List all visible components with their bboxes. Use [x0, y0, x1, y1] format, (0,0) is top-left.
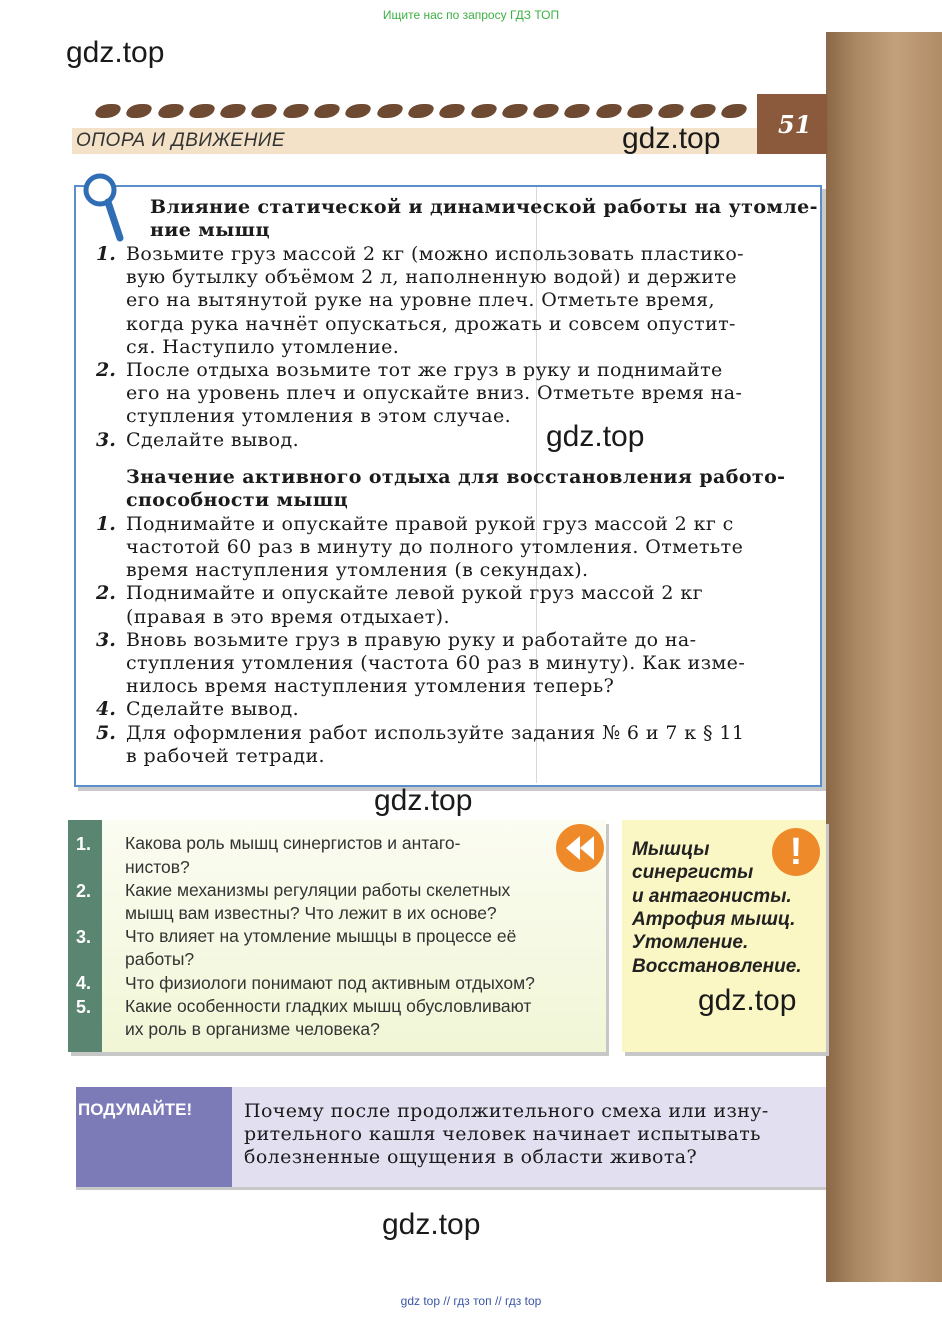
link-separator: //: [443, 1294, 451, 1308]
lab-text-line: После отдыха возьмите тот же груз в руку и поднимайте: [126, 359, 723, 381]
question-line: Какие механизмы регуляции работы скелетных: [125, 880, 511, 900]
item-number: 4.: [96, 698, 116, 720]
animal-icon: [375, 104, 404, 118]
keyword-line: Атрофия мышц.: [632, 909, 796, 930]
lab-text-line: вую бутылку объёмом 2 л, наполненную водой) и держите: [126, 266, 737, 288]
keyword-line: Утомление.: [632, 932, 749, 953]
keyword-line: синергисты: [632, 862, 754, 883]
think-line: рительного кашля человек начинает испытывать: [244, 1123, 761, 1145]
item-number: 1.: [96, 243, 116, 265]
watermark: gdz.top: [66, 36, 165, 69]
lab-text-line: (правая в это время отдыхает).: [126, 606, 450, 628]
link-separator: //: [494, 1294, 502, 1308]
question-line: Что влияет на утомление мышцы в процессе её: [125, 926, 517, 946]
question-number: 5.: [76, 997, 92, 1017]
question-number: 1.: [76, 834, 92, 854]
lab-text-line: ступления утомления (частота 60 раз в минуту). Как изме-: [126, 652, 746, 674]
section-title: ОПОРА И ДВИЖЕНИЕ: [76, 130, 286, 151]
lab-text-line: в рабочей тетради.: [126, 745, 325, 767]
rewind-icon: [556, 824, 604, 872]
lab-text-line: Сделайте вывод.: [126, 698, 300, 720]
animal-icon: [719, 104, 748, 118]
watermark: gdz.top: [382, 1208, 481, 1241]
animal-icon: [250, 104, 279, 118]
exclamation-icon: !: [772, 828, 820, 876]
animal-icon: [657, 104, 686, 118]
lab-text-line: время наступления утомления (в секундах).: [126, 559, 589, 581]
animal-icon: [187, 104, 216, 118]
lab-text-line: частотой 60 раз в минуту до полного утомления. Отметьте: [126, 536, 744, 558]
animal-icon: [625, 104, 654, 118]
animal-icon: [500, 104, 529, 118]
think-line: болезненные ощущения в области живота?: [244, 1146, 698, 1168]
question-line: их роль в организме человека?: [125, 1019, 380, 1039]
animal-icon: [532, 104, 561, 118]
animal-icon: [219, 104, 248, 118]
lab-text-line: Поднимайте и опускайте левой рукой груз массой 2 кг: [126, 582, 703, 604]
lab-text-line: Для оформления работ используйте задания № 6 и 7 к § 11: [126, 722, 745, 744]
lab-text-line: ся. Наступило утомление.: [126, 336, 400, 358]
animal-icon: [281, 104, 310, 118]
lab-text-line: Поднимайте и опускайте правой рукой груз массой 2 кг с: [126, 513, 734, 535]
animal-icon: [469, 104, 498, 118]
watermark: gdz.top: [622, 122, 721, 155]
bottom-link[interactable]: gdz top: [400, 1294, 441, 1308]
question-number: 2.: [76, 881, 92, 901]
lab-text-line: его на уровень плеч и опускайте вниз. Отметьте время на-: [126, 382, 743, 404]
question-line: работы?: [125, 949, 195, 969]
question-line: нистов?: [125, 857, 190, 877]
animal-icon: [406, 104, 435, 118]
lab-text-line: Вновь возьмите груз в правую руку и работайте до на-: [126, 629, 697, 651]
keyword-line: Восстановление.: [632, 956, 802, 977]
think-line: Почему после продолжительного смеха или изну-: [244, 1100, 769, 1122]
item-number: 3.: [96, 429, 116, 451]
watermark: gdz.top: [546, 420, 645, 453]
top-banner[interactable]: Ищите нас по запросу ГДЗ ТОП: [382, 8, 560, 22]
question-number: 3.: [76, 927, 92, 947]
lab-text-line: ступления утомления в этом случае.: [126, 405, 512, 427]
item-number: 3.: [96, 629, 116, 651]
animal-icon: [688, 104, 717, 118]
lab-title-1-cont: ние мышц: [150, 219, 270, 241]
page-edge-strip: [826, 32, 942, 1282]
question-line: Какие особенности гладких мышц обусловливают: [125, 996, 532, 1016]
lab-title-1: Влияние статической и динамической работы на утомле-: [150, 196, 818, 218]
item-number: 1.: [96, 513, 116, 535]
lab-text-line: Сделайте вывод.: [126, 429, 300, 451]
keyword-line: Мышцы: [632, 839, 710, 860]
item-number: 2.: [96, 582, 116, 604]
watermark: gdz.top: [698, 984, 797, 1017]
question-number: 4.: [76, 973, 92, 993]
item-number: 2.: [96, 359, 116, 381]
animal-icon: [313, 104, 342, 118]
bottom-links: [0, 1286, 942, 1316]
lab-title-2-cont: способности мышц: [126, 489, 349, 511]
animal-icon: [93, 104, 122, 118]
question-line: Что физиологи понимают под активным отдыхом?: [125, 973, 535, 993]
item-number: 5.: [96, 722, 116, 744]
animal-icon: [438, 104, 467, 118]
animal-silhouettes: [96, 98, 746, 124]
lab-text-line: нилось время наступления утомления теперь?: [126, 675, 615, 697]
animal-icon: [344, 104, 373, 118]
animal-icon: [125, 104, 154, 118]
bottom-link[interactable]: гдз топ: [453, 1294, 492, 1308]
lab-text-line: когда рука начнёт опускаться, дрожать и совсем опустит-: [126, 313, 736, 335]
rewind-glyph: [556, 824, 604, 872]
bottom-link[interactable]: гдз top: [504, 1294, 542, 1308]
lab-text-line: его на вытянутой руке на уровне плеч. Отметьте время,: [126, 289, 715, 311]
keyword-line: и антагонисты.: [632, 886, 792, 907]
lab-text-line: Возьмите груз массой 2 кг (можно использовать пластико-: [126, 243, 744, 265]
magnifier-icon: [80, 172, 124, 242]
animal-icon: [594, 104, 623, 118]
question-line: Какова роль мышц синергистов и антаго-: [125, 833, 461, 853]
think-label: ПОДУМАЙТЕ!: [78, 1100, 193, 1119]
page-number: 51: [778, 110, 812, 139]
animal-icon: [156, 104, 185, 118]
animal-icon: [563, 104, 592, 118]
question-line: мышц вам известны? Что лежит в их основе?: [125, 903, 497, 923]
lab-title-2: Значение активного отдыха для восстановления работо-: [126, 466, 786, 488]
watermark: gdz.top: [374, 784, 473, 817]
